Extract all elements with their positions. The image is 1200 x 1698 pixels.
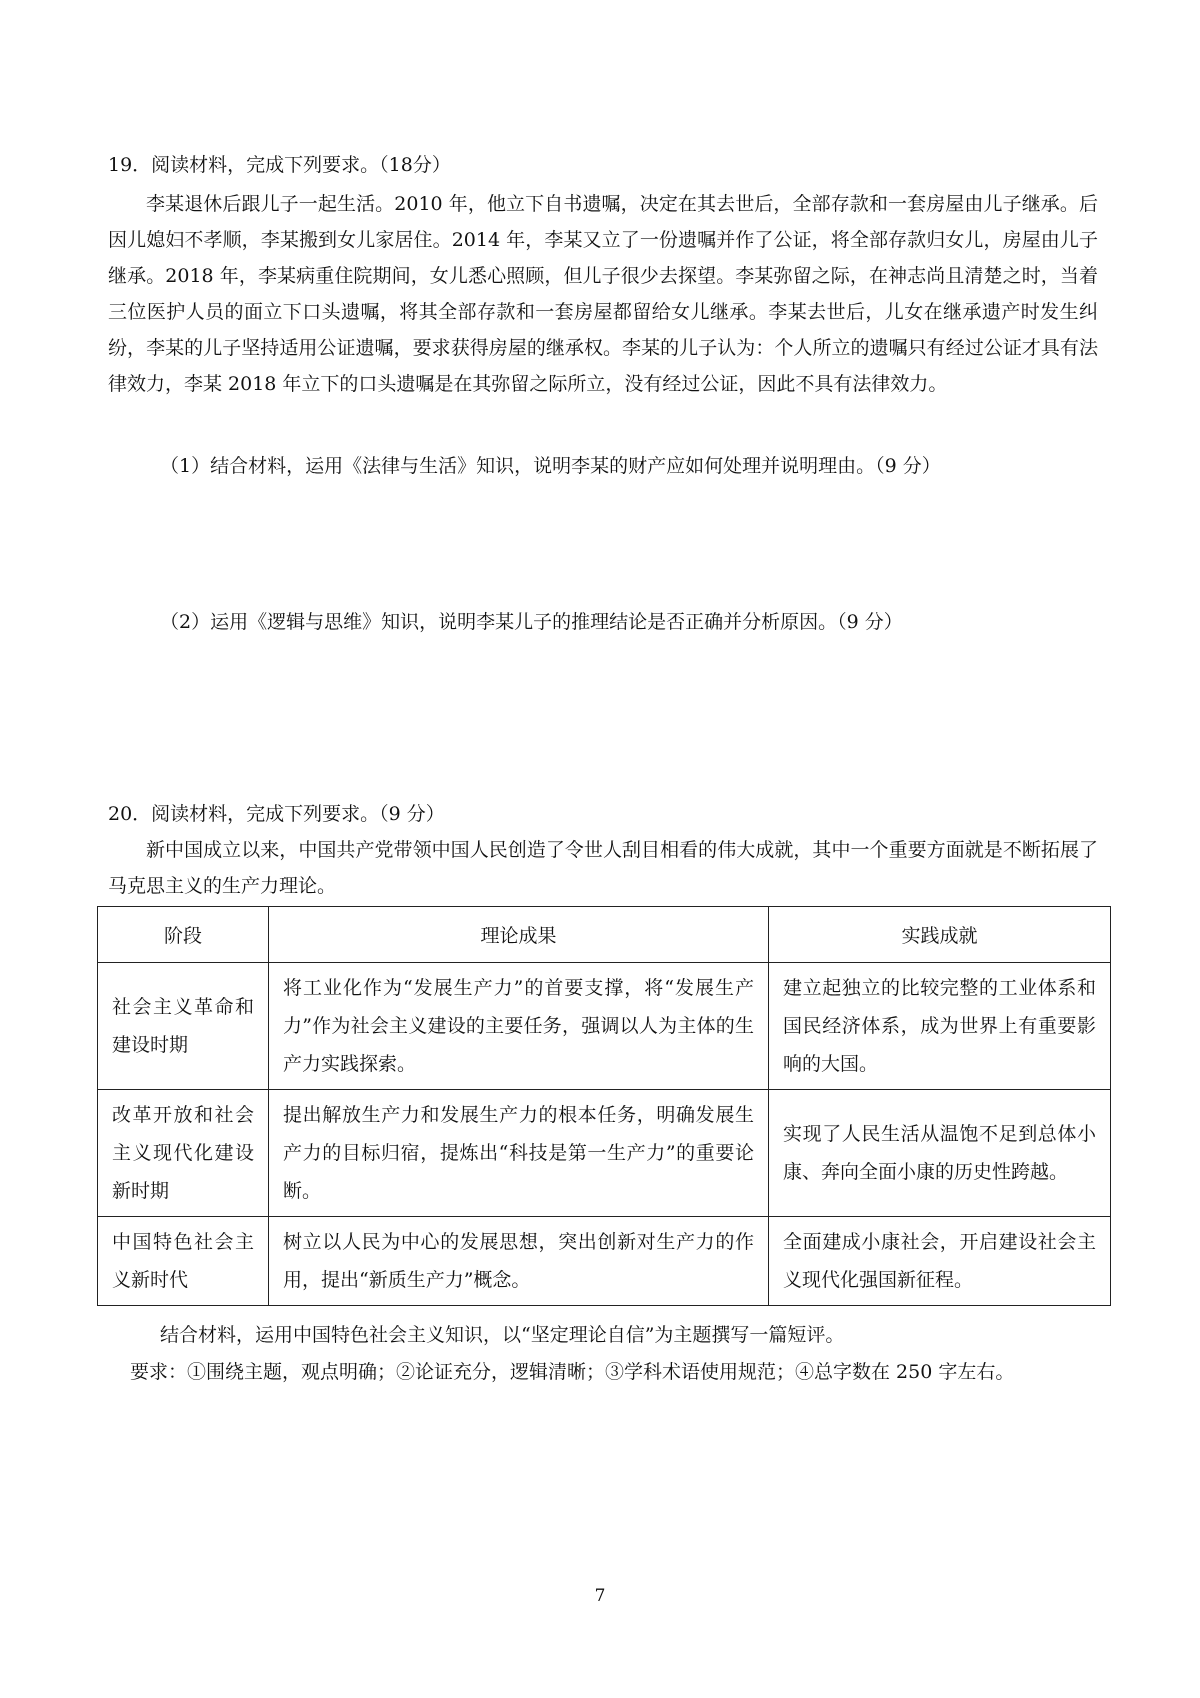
question-19-material: 李某退休后跟儿子一起生活。2010 年，他立下自书遗嘱，决定在其去世后，全部存款和一套房屋由儿子继承。后因儿媳妇不孝顺，李某搬到女儿家居住。2014 年，李某又立了一份遗嘱并作了公证，将全部存款归女儿，房屋由儿子继承。2018 年，李某病重住院期间，女儿悉心照顾，但儿子很少去探望。李某弥留之际，在神志尚且清楚之时，当着三位医护人员的面立下口头遗嘱，将其全部存款和一套房屋都留给女儿继承。李某去世后，儿女在继承遗产时发生纠纷，李某的儿子坚持适用公证遗嘱，要求获得房屋的继承权。李某的儿子认为：个人所立的遗嘱只有经过公证才具有法律效力，李某 2018 年立下的口头遗嘱是在其弥留之际所立，没有经过公证，因此不具有法律效力。 [108,193,1098,395]
stage-cell: 社会主义革命和建设时期 [98,963,269,1090]
theory-cell: 树立以人民为中心的发展思想，突出创新对生产力的作用，提出“新质生产力”概念。 [269,1217,769,1306]
question-20-task: 结合材料，运用中国特色社会主义知识，以“坚定理论自信”为主题撰写一篇短评。 [160,1324,845,1346]
stage-cell: 改革开放和社会主义现代化建设新时期 [98,1090,269,1217]
theory-cell: 将工业化作为“发展生产力”的首要支撑，将“发展生产力”作为社会主义建设的主要任务，强调以人为主体的生产力实践探索。 [269,963,769,1090]
question-19-heading: 19．阅读材料，完成下列要求。（18分） [108,154,451,176]
question-19-part-2: （2）运用《逻辑与思维》知识，说明李某儿子的推理结论是否正确并分析原因。（9 分） [160,611,903,633]
practice-cell: 建立起独立的比较完整的工业体系和国民经济体系，成为世界上有重要影响的大国。 [769,963,1111,1090]
stage-cell: 中国特色社会主义新时代 [98,1217,269,1306]
page-number: 7 [594,1586,606,1606]
header-theory: 理论成果 [269,907,769,963]
theory-cell: 提出解放生产力和发展生产力的根本任务，明确发展生产力的目标归宿，提炼出“科技是第一生产力”的重要论断。 [269,1090,769,1217]
question-20-heading: 20．阅读材料，完成下列要求。（9 分） [108,803,445,825]
question-20-requirements: 要求：①围绕主题，观点明确；②论证充分，逻辑清晰；③学科术语使用规范；④总字数在 250 字左右。 [130,1361,1015,1383]
header-practice: 实践成就 [769,907,1111,963]
question-19-part-1: （1）结合材料，运用《法律与生活》知识，说明李某的财产应如何处理并说明理由。（9 分） [160,455,941,477]
practice-cell: 全面建成小康社会，开启建设社会主义现代化强国新征程。 [769,1217,1111,1306]
table-row [98,963,1111,1090]
table-header-row [98,907,1111,963]
question-20-material: 新中国成立以来，中国共产党带领中国人民创造了令世人刮目相看的伟大成就，其中一个重要方面就是不断拓展了马克思主义的生产力理论。 [108,839,1098,897]
table-row [98,1090,1111,1217]
productivity-theory-table [97,906,1111,1306]
header-stage: 阶段 [98,907,269,963]
table-row [98,1217,1111,1306]
practice-cell: 实现了人民生活从温饱不足到总体小康、奔向全面小康的历史性跨越。 [769,1090,1111,1217]
